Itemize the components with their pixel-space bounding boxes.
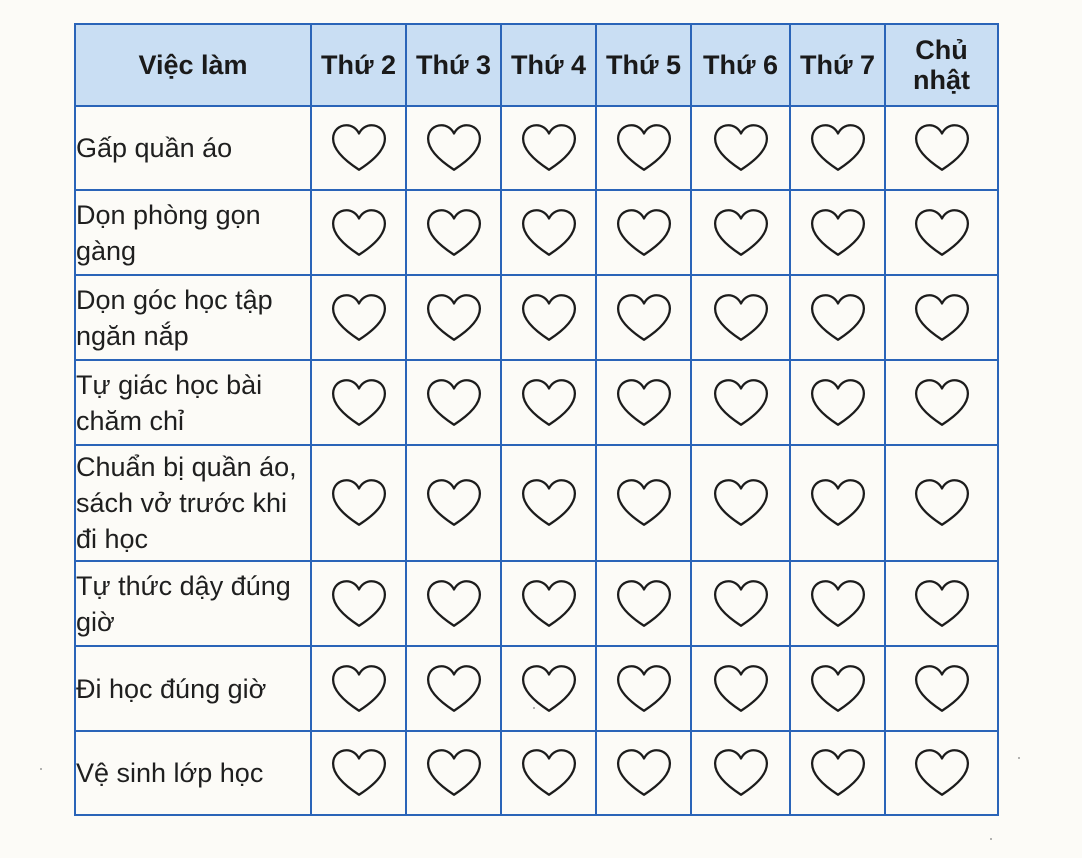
task-label: Tự thức dậy đúng giờ — [75, 561, 311, 646]
heart-outline-icon[interactable] — [809, 293, 867, 343]
table-row — [75, 360, 998, 445]
table-row — [75, 646, 998, 731]
heart-outline-icon[interactable] — [330, 378, 388, 428]
heart-cell[interactable] — [790, 360, 885, 445]
day-header-wed: Thứ 4 — [501, 24, 596, 106]
heart-cell[interactable] — [501, 445, 596, 561]
heart-outline-icon[interactable] — [520, 293, 578, 343]
paper-speck — [990, 838, 992, 840]
heart-outline-icon[interactable] — [520, 123, 578, 173]
heart-outline-icon[interactable] — [615, 208, 673, 258]
day-header-sat: Thứ 7 — [790, 24, 885, 106]
heart-cell[interactable] — [501, 731, 596, 815]
day-header-fri: Thứ 6 — [691, 24, 790, 106]
header-row — [75, 24, 998, 106]
heart-outline-icon[interactable] — [712, 664, 770, 714]
heart-cell[interactable] — [311, 731, 406, 815]
table-row — [75, 561, 998, 646]
heart-outline-icon[interactable] — [809, 208, 867, 258]
heart-cell[interactable] — [501, 646, 596, 731]
heart-cell[interactable] — [790, 106, 885, 190]
heart-outline-icon[interactable] — [712, 478, 770, 528]
heart-cell[interactable] — [885, 445, 998, 561]
heart-outline-icon[interactable] — [809, 748, 867, 798]
heart-outline-icon[interactable] — [913, 123, 971, 173]
heart-cell[interactable] — [691, 561, 790, 646]
heart-cell[interactable] — [406, 360, 501, 445]
heart-outline-icon[interactable] — [425, 378, 483, 428]
heart-outline-icon[interactable] — [615, 293, 673, 343]
table-row — [75, 275, 998, 360]
heart-cell[interactable] — [501, 106, 596, 190]
heart-cell[interactable] — [691, 445, 790, 561]
heart-cell[interactable] — [311, 360, 406, 445]
heart-cell[interactable] — [501, 561, 596, 646]
heart-outline-icon[interactable] — [425, 748, 483, 798]
task-label: Dọn góc học tập ngăn nắp — [75, 275, 311, 360]
heart-cell[interactable] — [311, 190, 406, 275]
heart-outline-icon[interactable] — [712, 748, 770, 798]
heart-outline-icon[interactable] — [809, 378, 867, 428]
paper-speck — [40, 768, 42, 770]
task-column-header: Việc làm — [75, 24, 311, 106]
habit-tracker-table — [74, 23, 999, 816]
heart-cell[interactable] — [406, 275, 501, 360]
heart-outline-icon[interactable] — [712, 208, 770, 258]
heart-cell[interactable] — [885, 731, 998, 815]
heart-cell[interactable] — [691, 646, 790, 731]
heart-cell[interactable] — [691, 275, 790, 360]
heart-outline-icon[interactable] — [913, 293, 971, 343]
heart-cell[interactable] — [885, 190, 998, 275]
heart-outline-icon[interactable] — [330, 123, 388, 173]
heart-cell[interactable] — [406, 106, 501, 190]
heart-cell[interactable] — [406, 646, 501, 731]
heart-outline-icon[interactable] — [913, 378, 971, 428]
heart-outline-icon[interactable] — [615, 123, 673, 173]
heart-cell[interactable] — [790, 275, 885, 360]
heart-outline-icon[interactable] — [330, 664, 388, 714]
heart-outline-icon[interactable] — [712, 123, 770, 173]
heart-cell[interactable] — [790, 731, 885, 815]
heart-outline-icon[interactable] — [913, 208, 971, 258]
heart-outline-icon[interactable] — [330, 293, 388, 343]
heart-outline-icon[interactable] — [330, 478, 388, 528]
heart-cell[interactable] — [596, 445, 691, 561]
heart-outline-icon[interactable] — [520, 378, 578, 428]
heart-outline-icon[interactable] — [712, 293, 770, 343]
task-label: Gấp quần áo — [75, 106, 311, 190]
task-label: Dọn phòng gọn gàng — [75, 190, 311, 275]
heart-outline-icon[interactable] — [809, 478, 867, 528]
heart-cell[interactable] — [311, 646, 406, 731]
heart-cell[interactable] — [501, 275, 596, 360]
task-label: Vệ sinh lớp học — [75, 731, 311, 815]
day-header-thu: Thứ 5 — [596, 24, 691, 106]
table-row — [75, 445, 998, 561]
heart-outline-icon[interactable] — [913, 748, 971, 798]
task-label: Đi học đúng giờ — [75, 646, 311, 731]
heart-outline-icon[interactable] — [520, 208, 578, 258]
heart-outline-icon[interactable] — [425, 579, 483, 629]
heart-cell[interactable] — [691, 106, 790, 190]
heart-outline-icon[interactable] — [330, 748, 388, 798]
heart-outline-icon[interactable] — [615, 478, 673, 528]
heart-outline-icon[interactable] — [913, 579, 971, 629]
heart-cell[interactable] — [885, 106, 998, 190]
table-row — [75, 106, 998, 190]
heart-outline-icon[interactable] — [425, 123, 483, 173]
heart-cell[interactable] — [596, 646, 691, 731]
heart-cell[interactable] — [311, 445, 406, 561]
heart-cell[interactable] — [501, 190, 596, 275]
weekly-habit-sheet — [74, 23, 999, 816]
heart-outline-icon[interactable] — [330, 208, 388, 258]
heart-outline-icon[interactable] — [809, 664, 867, 714]
heart-cell[interactable] — [311, 275, 406, 360]
heart-outline-icon[interactable] — [712, 378, 770, 428]
table-row — [75, 731, 998, 815]
heart-cell[interactable] — [596, 190, 691, 275]
heart-cell[interactable] — [311, 561, 406, 646]
heart-outline-icon[interactable] — [615, 378, 673, 428]
heart-cell[interactable] — [596, 106, 691, 190]
heart-cell[interactable] — [790, 190, 885, 275]
heart-outline-icon[interactable] — [809, 579, 867, 629]
heart-cell[interactable] — [691, 731, 790, 815]
heart-cell[interactable] — [885, 561, 998, 646]
heart-cell[interactable] — [790, 445, 885, 561]
heart-cell[interactable] — [406, 731, 501, 815]
heart-outline-icon[interactable] — [425, 478, 483, 528]
day-header-sun: Chủ nhật — [885, 24, 998, 106]
heart-cell[interactable] — [885, 646, 998, 731]
heart-cell[interactable] — [790, 561, 885, 646]
heart-cell[interactable] — [596, 360, 691, 445]
heart-outline-icon[interactable] — [615, 748, 673, 798]
heart-cell[interactable] — [406, 190, 501, 275]
paper-speck — [533, 707, 535, 709]
heart-cell[interactable] — [311, 106, 406, 190]
task-label: Tự giác học bài chăm chỉ — [75, 360, 311, 445]
heart-outline-icon[interactable] — [615, 664, 673, 714]
paper-speck — [1018, 757, 1020, 759]
heart-cell[interactable] — [790, 646, 885, 731]
heart-outline-icon[interactable] — [520, 748, 578, 798]
heart-outline-icon[interactable] — [425, 293, 483, 343]
heart-cell[interactable] — [885, 275, 998, 360]
heart-cell[interactable] — [501, 360, 596, 445]
heart-outline-icon[interactable] — [913, 478, 971, 528]
day-header-mon: Thứ 2 — [311, 24, 406, 106]
heart-outline-icon[interactable] — [425, 664, 483, 714]
heart-cell[interactable] — [885, 360, 998, 445]
heart-outline-icon[interactable] — [520, 579, 578, 629]
heart-cell[interactable] — [596, 275, 691, 360]
table-row — [75, 190, 998, 275]
heart-cell[interactable] — [596, 731, 691, 815]
heart-outline-icon[interactable] — [913, 664, 971, 714]
heart-outline-icon[interactable] — [520, 664, 578, 714]
heart-outline-icon[interactable] — [425, 208, 483, 258]
heart-cell[interactable] — [406, 445, 501, 561]
heart-outline-icon[interactable] — [330, 579, 388, 629]
heart-outline-icon[interactable] — [520, 478, 578, 528]
heart-outline-icon[interactable] — [615, 579, 673, 629]
day-header-tue: Thứ 3 — [406, 24, 501, 106]
heart-cell[interactable] — [691, 190, 790, 275]
heart-cell[interactable] — [596, 561, 691, 646]
heart-outline-icon[interactable] — [712, 579, 770, 629]
heart-cell[interactable] — [406, 561, 501, 646]
task-label: Chuẩn bị quần áo, sách vở trước khi đi học — [75, 445, 311, 561]
heart-outline-icon[interactable] — [809, 123, 867, 173]
heart-cell[interactable] — [691, 360, 790, 445]
